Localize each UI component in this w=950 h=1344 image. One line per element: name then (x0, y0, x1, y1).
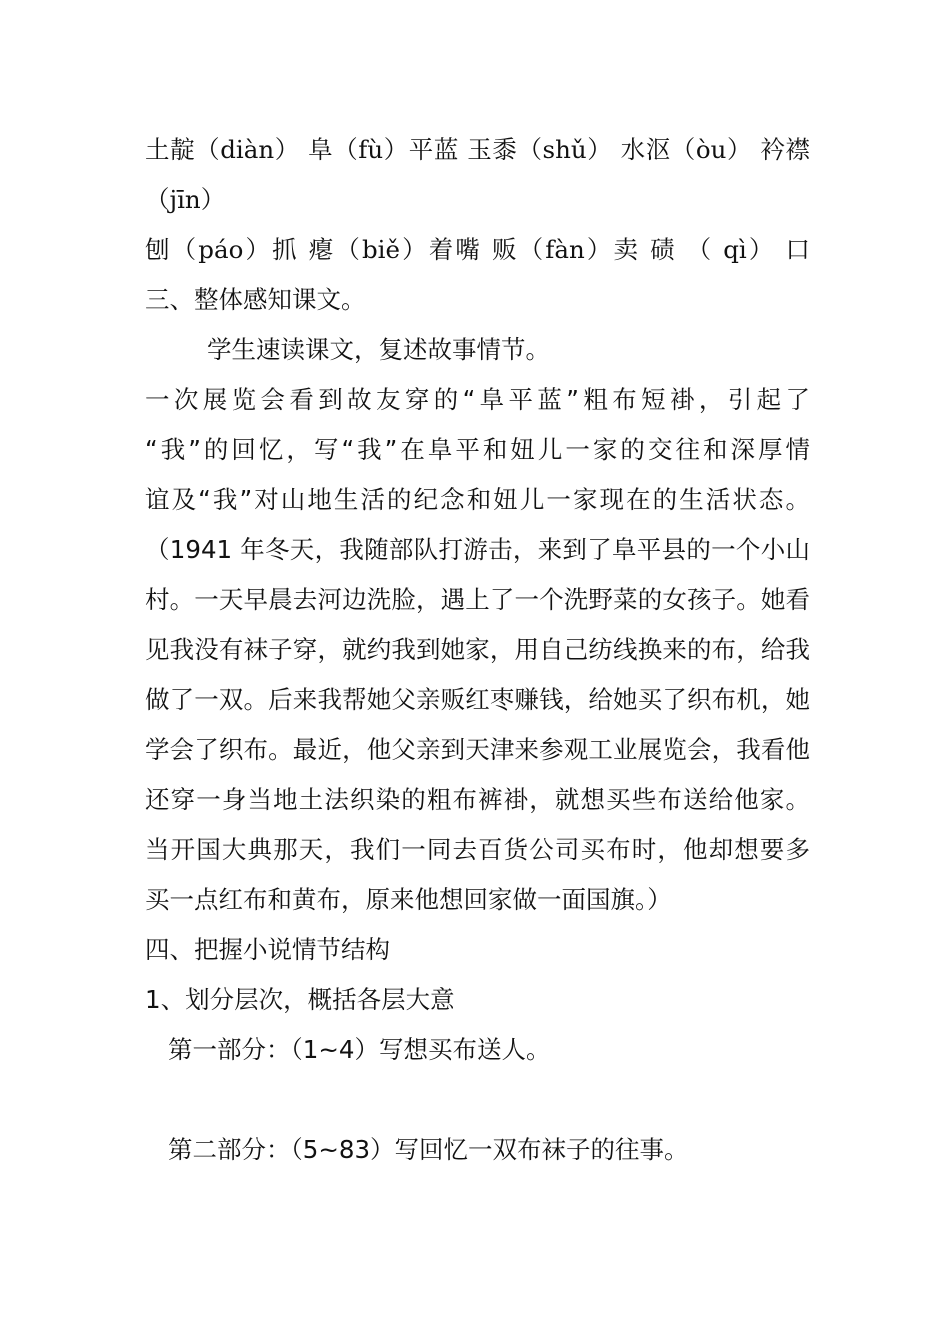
story-line-5: 学会了织布。最近，他父亲到天津来参观工业展览会，我看他 (145, 735, 810, 764)
vocab-line-1: 土靛（diàn） 阜（fù）平蓝 玉黍（shǔ） 水沤（òu） 衿襟 (145, 135, 810, 164)
summary-line-2: “我”的回忆，写“我”在阜平和妞儿一家的交往和深厚情 (145, 435, 810, 464)
vocab-line-3: 刨（páo）抓 瘪（biě）着嘴 贩（fàn）卖 碛 （ qì） 口 (145, 235, 810, 264)
vocab-line-2: （jīn） (145, 185, 226, 214)
subheading-1: 1、划分层次，概括各层大意 (145, 985, 455, 1014)
summary-line-1: 一次展览会看到故友穿的“阜平蓝”粗布短褂，引起了 (145, 385, 810, 414)
story-line-7: 当开国大典那天，我们一同去百货公司买布时，他却想要多 (145, 835, 810, 864)
story-line-8: 买一点红布和黄布，原来他想回家做一面国旗。） (145, 885, 672, 914)
section-heading-3: 三、整体感知课文。 (145, 285, 366, 314)
part-two-text: 第二部分：（5~83）写回忆一双布袜子的往事。 (168, 1135, 689, 1164)
story-line-1: （1941 年冬天，我随部队打游击，来到了阜平县的一个小山 (145, 535, 810, 564)
summary-line-3: 谊及“我”对山地生活的纪念和妞儿一家现在的生活状态。 (145, 485, 810, 514)
story-line-3: 见我没有袜子穿，就约我到她家，用自己纺线换来的布，给我 (145, 635, 810, 664)
story-line-2: 村。一天早晨去河边洗脸，遇上了一个洗野菜的女孩子。她看 (145, 585, 810, 614)
section-heading-4: 四、把握小说情节结构 (145, 935, 390, 964)
instruction-text: 学生速读课文，复述故事情节。 (207, 335, 550, 364)
story-line-6: 还穿一身当地土法织染的粗布裤褂，就想买些布送给他家。 (145, 785, 810, 814)
story-line-4: 做了一双。后来我帮她父亲贩红枣赚钱，给她买了织布机，她 (145, 685, 810, 714)
part-one-text: 第一部分：（1~4）写想买布送人。 (168, 1035, 551, 1064)
